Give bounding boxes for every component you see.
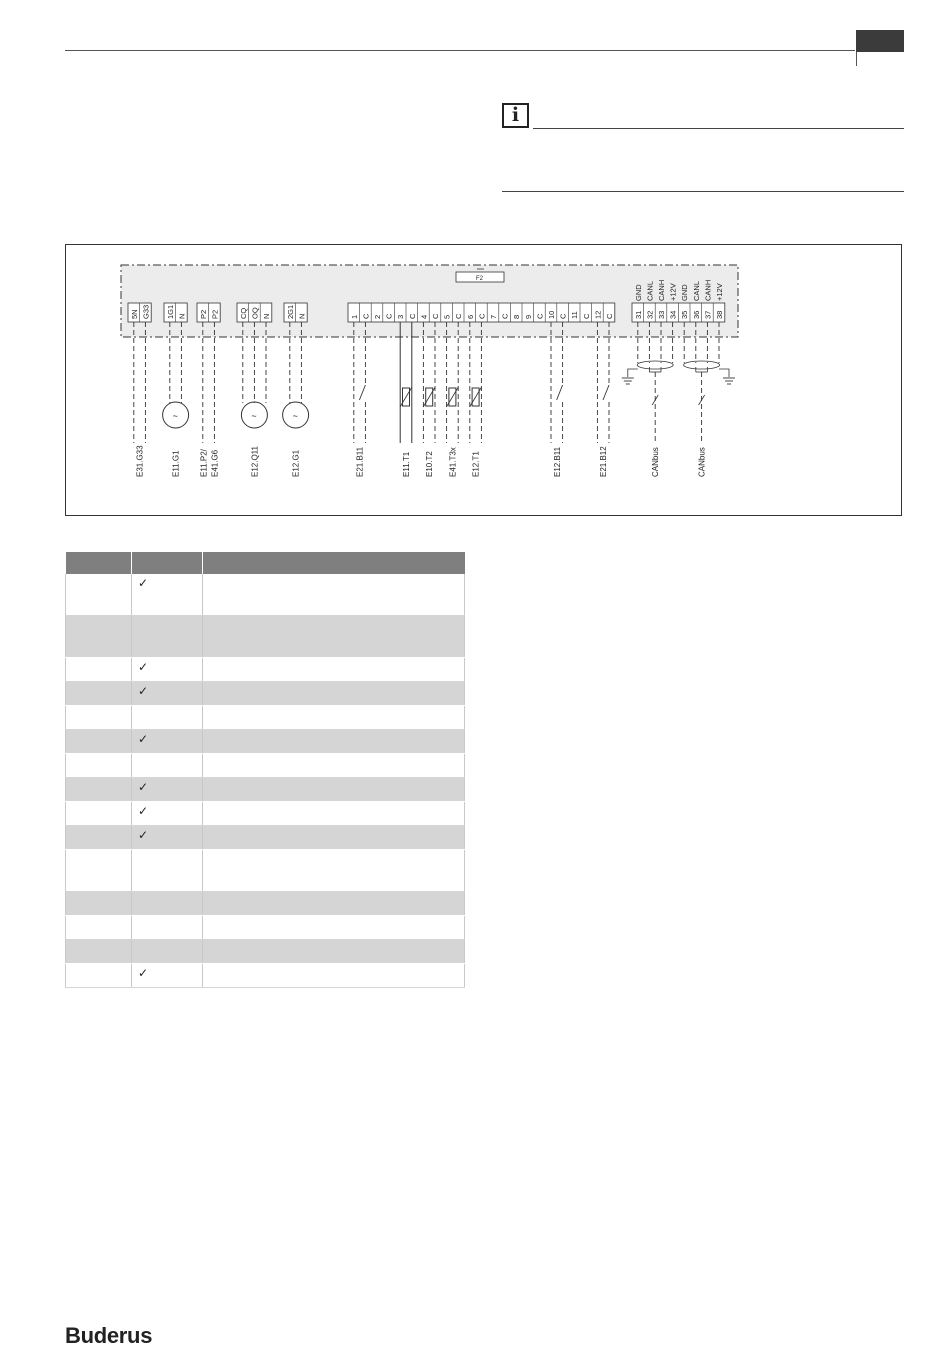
pump-symbol: ~ [292, 411, 298, 421]
terminal-label: C [558, 313, 568, 319]
terminal-label: C [500, 313, 510, 319]
terminal-label: G33 [141, 304, 151, 319]
table-cell [203, 826, 465, 850]
terminal-label: C [407, 313, 417, 319]
bus-terminal-name: +12V [715, 283, 724, 301]
chapter-tab [856, 30, 904, 52]
table-row [66, 574, 465, 616]
check-cell [132, 850, 203, 892]
bus-terminal-name: GND [680, 284, 690, 301]
table-cell [203, 754, 465, 778]
table-cell [66, 682, 132, 706]
bus-terminal-name: GND [633, 284, 643, 301]
terminal-label: 6 [465, 314, 475, 319]
terminal-label: 34 [668, 310, 678, 319]
checkmark-icon: ✓ [138, 804, 149, 818]
table-header-row [66, 552, 465, 574]
table-header-cell [132, 552, 203, 574]
terminal-label: 33 [657, 310, 666, 319]
terminal-label: 1G1 [165, 304, 175, 319]
device-label: E12.G1 [291, 449, 301, 477]
table-cell [203, 802, 465, 826]
terminal-label: 11 [570, 311, 580, 319]
terminal-label: 4 [419, 314, 429, 319]
device-label: E21.B12 [599, 446, 609, 477]
terminal-label: 5 [442, 314, 452, 319]
table-cell [203, 730, 465, 754]
check-cell [132, 826, 203, 850]
ground-wire [628, 369, 638, 377]
terminal-label: 2 [373, 314, 382, 319]
device-label: E21.B11 [355, 446, 365, 477]
table-header-cell [203, 552, 465, 574]
device-label: E12.T1 [471, 451, 481, 477]
table-row [66, 850, 465, 892]
terminal-label: C [477, 313, 487, 319]
table-cell [66, 616, 132, 658]
checkmark-icon: ✓ [138, 576, 149, 590]
terminal-label: 37 [703, 310, 713, 319]
table-row [66, 892, 465, 916]
info-icon-glyph: i [511, 104, 520, 126]
terminal-label: OQ [250, 307, 260, 319]
terminal-label: CQ [238, 307, 248, 319]
table-cell [203, 916, 465, 940]
device-label: CANbus [697, 447, 707, 477]
header-tick [856, 52, 857, 66]
terminal-label: 7 [489, 314, 498, 319]
terminal-label: C [535, 313, 545, 319]
terminal-label: 12 [593, 310, 603, 319]
checkmark-icon: ✓ [138, 684, 149, 698]
table-cell [66, 706, 132, 730]
checkmark-icon: ✓ [138, 780, 149, 794]
table-cell [66, 964, 132, 988]
table-cell [66, 826, 132, 850]
switch-icon [557, 385, 563, 400]
cable-shield [684, 361, 720, 369]
check-cell [132, 802, 203, 826]
check-cell [132, 682, 203, 706]
wiring-diagram [65, 244, 902, 516]
device-label: E11.P2/ [199, 449, 209, 477]
table-row [66, 778, 465, 802]
terminal-label: N [177, 313, 187, 319]
check-cell [132, 658, 203, 682]
check-cell [132, 892, 203, 916]
table-cell [66, 730, 132, 754]
device-label: E41.G6 [210, 449, 220, 477]
terminal-label: 1 [349, 314, 359, 319]
checkmark-icon: ✓ [138, 828, 149, 842]
table-cell [203, 682, 465, 706]
info-rule-bottom [502, 191, 904, 192]
table-row [66, 940, 465, 964]
pump-symbol: ~ [251, 411, 257, 421]
device-label: E12.Q11 [250, 446, 260, 477]
switch-icon [359, 385, 365, 400]
legend-table [65, 552, 465, 988]
terminal-label: 3 [396, 314, 406, 319]
table-cell [203, 778, 465, 802]
table-cell [66, 778, 132, 802]
header-rule [65, 50, 855, 51]
table-row [66, 802, 465, 826]
terminal-label: N [262, 313, 271, 319]
table-cell [203, 892, 465, 916]
table-cell [203, 850, 465, 892]
table-cell [203, 574, 465, 616]
terminal-label: 36 [691, 310, 701, 319]
terminal-label: C [384, 313, 394, 319]
terminal-label: 32 [645, 310, 655, 319]
switch-icon [603, 385, 609, 400]
table-row [66, 826, 465, 850]
table-cell [203, 964, 465, 988]
table-header-cell [66, 552, 132, 574]
bus-terminal-name: +12V [668, 283, 678, 301]
terminal-label: C [454, 313, 464, 319]
table-cell [66, 574, 132, 616]
bus-terminal-name: CANH [703, 279, 713, 301]
table-row [66, 616, 465, 658]
terminal-label: C [605, 313, 614, 319]
table-row [66, 658, 465, 682]
terminal-label: 35 [680, 310, 690, 319]
info-rule-top [533, 128, 904, 129]
device-label: E10.T2 [425, 451, 435, 477]
terminal-label: 9 [523, 314, 533, 319]
terminal-label: P2 [198, 309, 208, 319]
terminal-label: 31 [633, 310, 643, 319]
table-cell [203, 940, 465, 964]
check-cell [132, 706, 203, 730]
check-cell [132, 730, 203, 754]
ground-wire [719, 369, 729, 377]
wiring-diagram-svg [66, 245, 903, 517]
table-row [66, 916, 465, 940]
check-cell [132, 778, 203, 802]
device-label: E11.T1 [402, 451, 411, 477]
table-cell [66, 850, 132, 892]
check-cell [132, 754, 203, 778]
cable-shield [637, 361, 673, 369]
table-row [66, 754, 465, 778]
terminal-label: 10 [547, 310, 556, 319]
table-row [66, 964, 465, 988]
table-cell [66, 802, 132, 826]
checkmark-icon: ✓ [138, 660, 149, 674]
table-cell [66, 892, 132, 916]
device-label: E41.T3x [448, 447, 458, 477]
pump-symbol: ~ [172, 411, 178, 421]
table-cell [66, 940, 132, 964]
table-cell [66, 658, 132, 682]
check-cell [132, 964, 203, 988]
fuse-label: F2 [476, 276, 484, 282]
table-row [66, 730, 465, 754]
check-cell [132, 916, 203, 940]
bus-terminal-name: CANL [691, 280, 701, 301]
device-label: CANbus [651, 447, 661, 477]
terminal-label: C [431, 313, 440, 319]
checkmark-icon: ✓ [138, 966, 149, 980]
table-cell [66, 754, 132, 778]
checkmark-icon: ✓ [138, 732, 149, 746]
table-row [66, 706, 465, 730]
table-cell [203, 706, 465, 730]
table-cell [203, 658, 465, 682]
bus-terminal-name: CANL [645, 280, 655, 301]
terminal-label: P2 [210, 309, 220, 319]
check-cell [132, 616, 203, 658]
bus-terminal-name: CANH [657, 279, 666, 301]
table-cell [203, 616, 465, 658]
terminal-label: N [297, 313, 307, 319]
check-cell [132, 940, 203, 964]
terminal-label: C [361, 313, 371, 319]
terminal-label: 38 [715, 310, 724, 319]
device-label: E31.G33 [135, 445, 145, 477]
table-row [66, 682, 465, 706]
check-cell [132, 574, 203, 616]
terminal-label: 8 [512, 314, 522, 319]
table-cell [66, 916, 132, 940]
terminal-label: 2G1 [285, 304, 295, 319]
info-icon [502, 103, 529, 128]
terminal-label: C [581, 313, 591, 319]
brand-logo: Buderus [65, 1323, 153, 1348]
terminal-label: 5N [129, 309, 139, 319]
device-label: E11.G1 [171, 450, 181, 477]
device-label: E12.B11 [552, 446, 562, 477]
